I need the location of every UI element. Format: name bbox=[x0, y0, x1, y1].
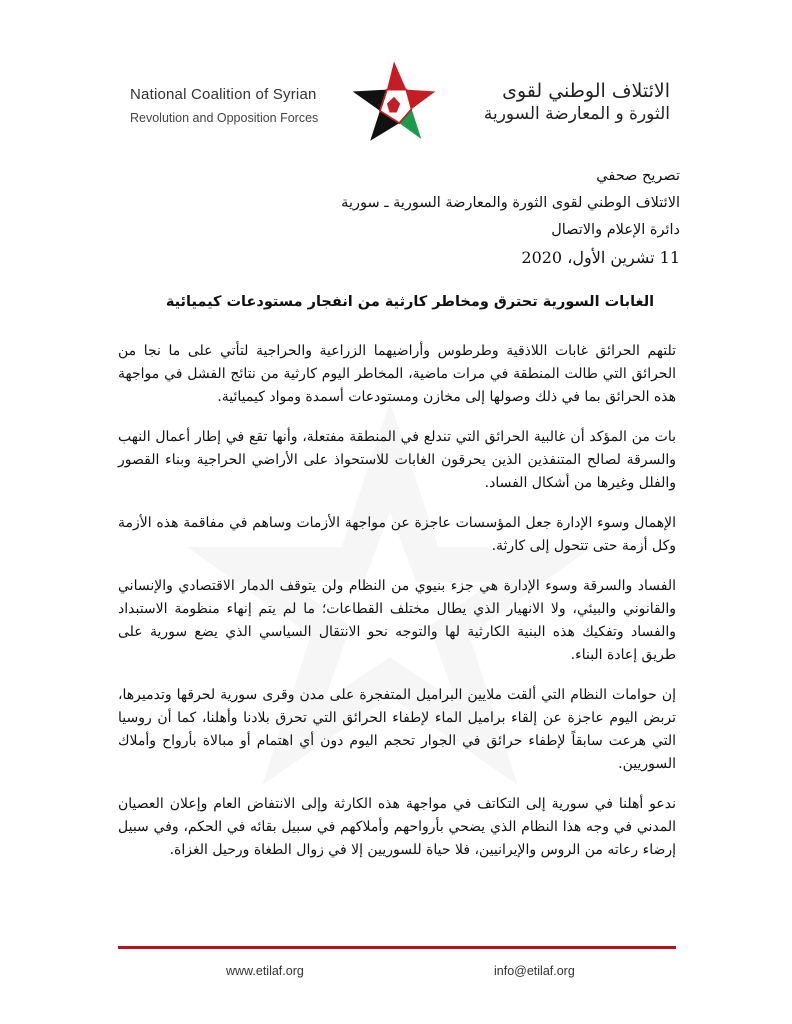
paragraph: إن حوامات النظام التي ألقت ملايين البراميل المتفجرة على مدن وقرى سورية لحرقها وتدميرها، تربض اليوم عاجزة عن إلقاء براميل الماء لإطفاء الحرائق التي تحرق بلادنا وأهلنا، كما أن روسيا التي هرعت سابقاً لإطفاء حرائق في الجوار تحجم اليوم دون أي اهتمام أو مبالاة بأرواح وأملاك السوريين. bbox=[118, 687, 676, 772]
headline: الغابات السورية تحترق ومخاطر كارثية من انفجار مستودعات كيميائية bbox=[165, 294, 655, 310]
release-meta bbox=[260, 163, 680, 271]
paragraph: بات من المؤكد أن غالبية الحرائق التي تندلع في المنطقة مفتعلة، وأنها تقع في إطار أعمال النهب والسرقة لصالح المتنفذين الذين يحرقون الغابات للاستحواذ على الأراضي الحراجية وبناء القصور والفلل وغيرها من أشكال الفساد. bbox=[118, 429, 676, 491]
body-text bbox=[118, 340, 676, 879]
org-name-en-line2: Revolution and Opposition Forces bbox=[130, 111, 319, 125]
release-date: 11 تشرين الأول، 2020 bbox=[521, 248, 680, 267]
release-department: دائرة الإعلام والاتصال bbox=[551, 222, 680, 238]
footer-website: www.etilaf.org bbox=[226, 964, 304, 978]
release-type: تصريح صحفي bbox=[596, 168, 680, 184]
footer-email: info@etilaf.org bbox=[494, 964, 575, 978]
org-name-ar-line1: الائتلاف الوطني لقوى bbox=[502, 80, 670, 102]
paragraph: الإهمال وسوء الإدارة جعل المؤسسات عاجزة عن مواجهة الأزمات وساهم في مفاقمة هذه الأزمة وكل أزمة حتى تتحول إلى كارثة. bbox=[118, 515, 676, 554]
footer-rule bbox=[118, 946, 676, 949]
org-name-arabic bbox=[440, 80, 670, 124]
org-name-english bbox=[130, 86, 350, 125]
paragraph: ندعو أهلنا في سورية إلى التكاتف في مواجهة هذه الكارثة وإلى الانتفاض العام وإعلان العصيان المدني في وجه هذا النظام الذي يضحي بأرواحهم وأملاكهم في سبيل بقائه في الحكم، وفي سبيل إرضاء رعاته من الروس والإيرانيين، فلا حياة للسوريين إلا في زوال الطغاة ورحيل الغزاة. bbox=[118, 796, 676, 858]
paragraph: تلتهم الحرائق غابات اللاذقية وطرطوس وأراضيهما الزراعية والحراجية لتأتي على ما نجا من الحرائق التي طالت المنطقة في مرات ماضية، المخاطر اليوم كارثية من نتائج الفشل في مواجهة هذه الحرائق بما في ذلك وصولها إلى مخازن ومستودعات أسمدة ومواد كيميائية. bbox=[118, 343, 676, 405]
paragraph: الفساد والسرقة وسوء الإدارة هي جزء بنيوي من النظام ولن يتوقف الدمار الاقتصادي والإنساني والقانوني والبيئي، ولا الانهيار الذي يطال مختلف القطاعات؛ ما لم يتم إنهاء منظومة الاستبداد والفساد وتفكيك هذه البنية الكارثية لها والتوجه نحو الانتقال السياسي الذي يضع سورية على طريق إعادة البناء. bbox=[118, 578, 676, 663]
org-name-ar-line2: الثورة و المعارضة السورية bbox=[483, 104, 670, 124]
release-organization: الائتلاف الوطني لقوى الثورة والمعارضة السورية ـ سورية bbox=[341, 195, 680, 211]
coalition-star-emblem-icon bbox=[350, 58, 438, 146]
org-name-en-line1: National Coalition of Syrian bbox=[130, 86, 317, 103]
